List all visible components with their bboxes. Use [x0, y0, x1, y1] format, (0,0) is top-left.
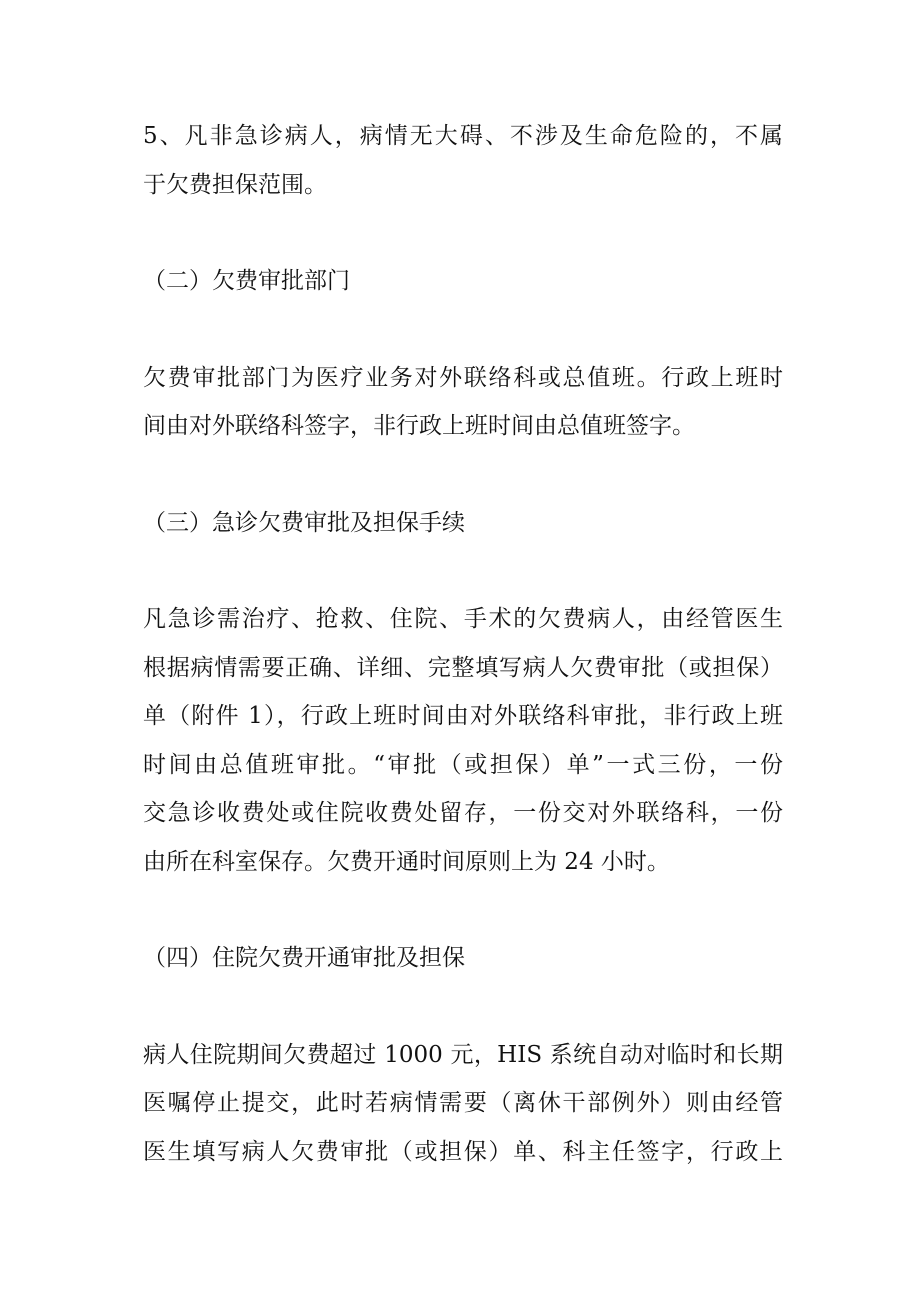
text-line: 欠费审批部门为医疗业务对外联络科或总值班。行政上班时: [143, 364, 783, 391]
paragraph-gap: [143, 209, 783, 257]
text-line: 医嘱停止提交，此时若病情需要（离休干部例外）则由经管: [143, 1090, 783, 1116]
paragraph-gap: [143, 306, 783, 354]
text-line: 于欠费担保范围。: [143, 171, 327, 198]
paragraph-gap: [143, 547, 783, 595]
paragraph-gap: [143, 451, 783, 499]
heading-inpatient-approval: [143, 934, 783, 983]
text-line: 医生填写病人欠费审批（或担保）单、科主任签字，行政上: [143, 1138, 783, 1165]
text-line: 由所在科室保存。欠费开通时间原则上为 24 小时。: [143, 848, 670, 875]
paragraph-emergency-approval: [143, 595, 783, 886]
text-line: 间由对外联络科签字，非行政上班时间由总值班签字。: [143, 413, 695, 439]
heading-approval-department: [143, 257, 783, 306]
section-heading: （二）欠费审批部门: [143, 268, 350, 294]
paragraph-gap: [143, 983, 783, 1031]
text-line: 根据病情需要正确、详细、完整填写病人欠费审批（或担保）: [143, 654, 783, 681]
paragraph-gap: [143, 886, 783, 934]
section-heading: （三）急诊欠费审批及担保手续: [143, 509, 465, 536]
text-line: 时间由总值班审批。“审批（或担保）单”一式三份，一份: [143, 751, 783, 778]
heading-emergency-approval: [143, 499, 783, 548]
text-line: 凡急诊需治疗、抢救、住院、手术的欠费病人，由经管医生: [143, 606, 783, 632]
paragraph-approval-department: [143, 354, 783, 451]
section-heading: （四）住院欠费开通审批及担保: [143, 945, 465, 971]
document-body: [143, 112, 783, 1176]
text-line: 5、凡非急诊病人，病情无大碍、不涉及生命危险的，不属: [143, 123, 783, 149]
text-line: 交急诊收费处或住院收费处留存，一份交对外联络科，一份: [143, 800, 783, 826]
paragraph-inpatient-approval: [143, 1031, 783, 1177]
text-line: 病人住院期间欠费超过 1000 元，HIS 系统自动对临时和长期: [143, 1041, 783, 1068]
paragraph-non-emergency: [143, 112, 783, 209]
text-line: 单（附件 1），行政上班时间由对外联络科审批，非行政上班: [143, 703, 783, 729]
